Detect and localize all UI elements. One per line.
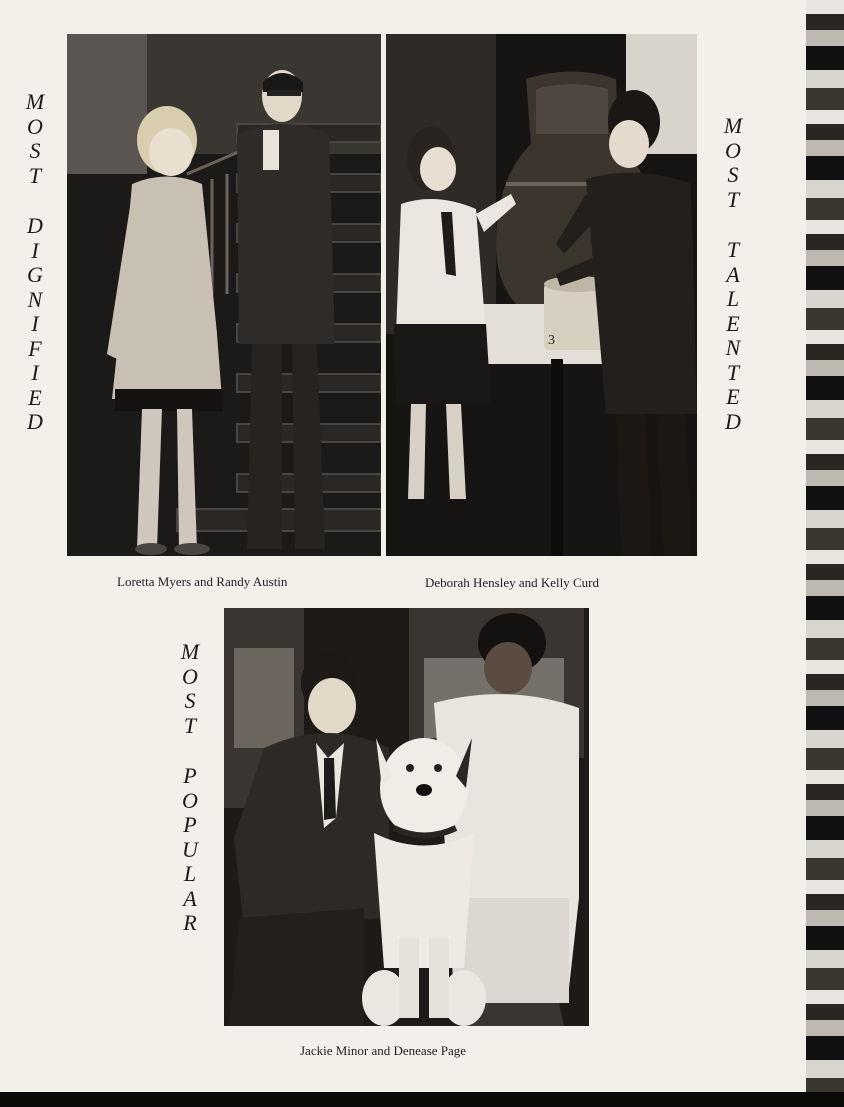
label-most-talented — [718, 114, 748, 460]
label-letter: L — [726, 286, 740, 311]
label-letter: S — [29, 138, 41, 163]
label-word — [20, 90, 50, 188]
label-letter: E — [28, 384, 42, 410]
label-letter: T — [726, 237, 740, 262]
label-word — [175, 764, 205, 936]
label-letter: O — [182, 663, 198, 689]
label-letter: O — [182, 787, 198, 813]
label-most-popular — [175, 640, 205, 962]
label-letter: A — [183, 885, 197, 911]
label-letter: I — [31, 237, 39, 263]
label-letter: T — [28, 162, 42, 188]
label-letter: U — [182, 836, 198, 862]
caption-most-dignified: Loretta Myers and Randy Austin — [117, 574, 288, 589]
label-word — [20, 214, 50, 435]
label-letter: E — [726, 384, 740, 409]
label-letter: T — [183, 712, 197, 738]
label-letter: T — [726, 359, 740, 385]
label-letter: L — [183, 861, 197, 886]
label-word — [718, 238, 748, 434]
photo-talented-illustration — [386, 34, 697, 556]
label-most-dignified — [20, 90, 50, 461]
label-letter: F — [28, 335, 42, 361]
label-letter: M — [25, 89, 45, 114]
label-letter: G — [27, 262, 43, 287]
label-letter: I — [31, 360, 39, 385]
label-letter: R — [183, 910, 197, 935]
label-letter: S — [727, 162, 739, 187]
label-letter: N — [725, 335, 741, 360]
label-word — [718, 114, 748, 212]
label-letter: T — [726, 186, 740, 212]
label-letter: P — [183, 812, 197, 837]
photo-most-talented — [386, 34, 697, 556]
label-letter: E — [726, 310, 740, 336]
photo-dignified-illustration — [67, 34, 381, 556]
label-letter: S — [184, 688, 196, 713]
label-letter: A — [726, 261, 740, 287]
photo-popular-illustration — [224, 608, 589, 1026]
photo-most-popular — [224, 608, 589, 1026]
page-bottom-shadow — [0, 1092, 844, 1107]
label-letter: M — [180, 639, 200, 664]
label-letter: O — [725, 137, 741, 163]
label-letter: D — [27, 213, 43, 238]
label-letter: D — [725, 408, 741, 434]
label-letter: I — [31, 311, 39, 336]
label-letter: N — [27, 286, 43, 312]
photo-most-dignified — [67, 34, 381, 556]
adjacent-page-edge — [806, 0, 844, 1092]
label-letter: P — [183, 763, 197, 788]
label-letter: M — [723, 113, 743, 138]
label-letter: D — [27, 409, 43, 434]
caption-most-popular: Jackie Minor and Denease Page — [300, 1043, 467, 1058]
label-letter: O — [27, 113, 43, 139]
caption-most-talented: Deborah Hensley and Kelly Curd — [425, 575, 600, 590]
label-word — [175, 640, 205, 738]
tag-number: 3 — [548, 333, 555, 348]
